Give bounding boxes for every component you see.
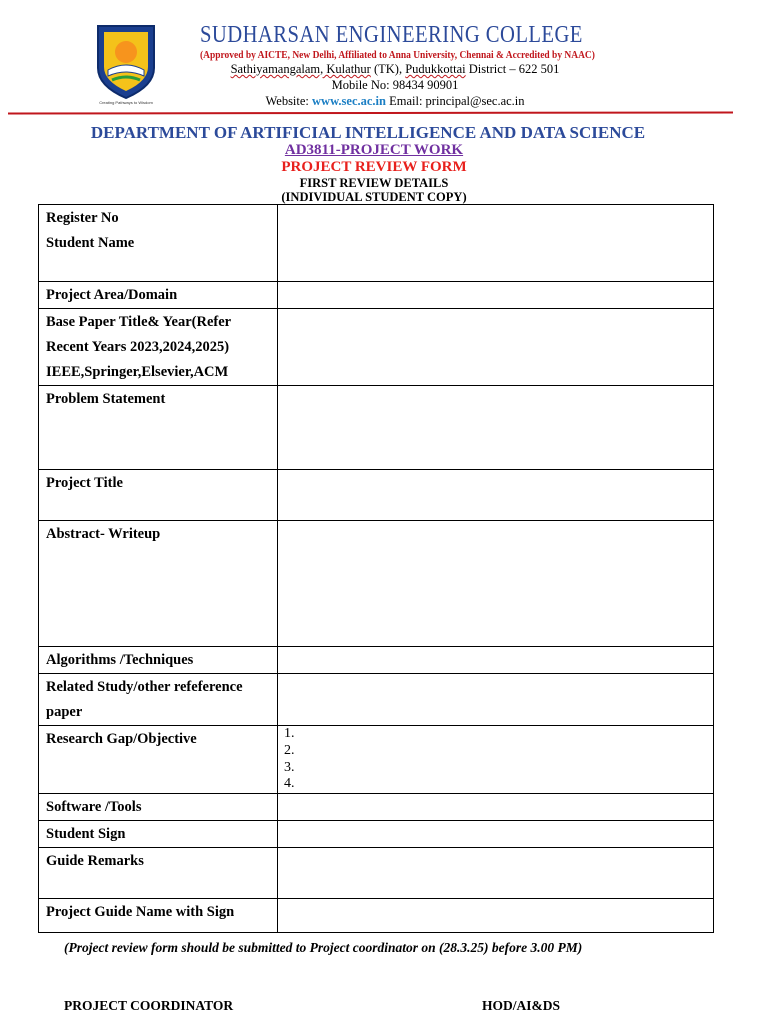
- college-address: Sathiyamangalam, Kulathur (TK), Pudukkottai District – 622 501: [230, 62, 560, 76]
- svg-text:Creating Pathways to Wisdom: Creating Pathways to Wisdom: [99, 100, 153, 105]
- table-row: [39, 205, 714, 282]
- project-title-field[interactable]: [278, 470, 714, 521]
- problem-statement-label: Problem Statement: [39, 386, 278, 470]
- software-field[interactable]: [278, 794, 714, 821]
- algorithms-label: Algorithms /Techniques: [39, 647, 278, 674]
- table-row: [39, 794, 714, 821]
- related-study-label: Related Study/other refeference paper: [39, 674, 278, 726]
- project-title-label: Project Title: [39, 470, 278, 521]
- review-form-table: [38, 204, 714, 933]
- related-study-field[interactable]: [278, 674, 714, 726]
- table-row: [39, 848, 714, 899]
- research-gap-label: Research Gap/Objective: [39, 726, 278, 794]
- course-code: AD3811-PROJECT WORK: [284, 142, 464, 158]
- list-item: 1.: [284, 726, 295, 741]
- college-emblem-icon: [92, 20, 160, 106]
- student-id-field[interactable]: [278, 205, 714, 282]
- table-row: [39, 899, 714, 933]
- research-gap-field[interactable]: [278, 726, 714, 794]
- table-row: [39, 674, 714, 726]
- student-sign-label: Student Sign: [39, 821, 278, 848]
- table-row: [39, 309, 714, 386]
- abstract-label: Abstract- Writeup: [39, 521, 278, 647]
- table-row: [39, 470, 714, 521]
- student-id-label: Register No Student Name: [39, 205, 278, 282]
- base-paper-field[interactable]: [278, 309, 714, 386]
- table-row: [39, 282, 714, 309]
- abstract-field[interactable]: [278, 521, 714, 647]
- college-name: SUDHARSAN ENGINEERING COLLEGE: [200, 22, 583, 48]
- college-approval: (Approved by AICTE, New Delhi, Affiliated to Anna University, Chennai & Accredited by NAAC): [200, 49, 595, 61]
- coordinator-signature-label: PROJECT COORDINATOR: [64, 998, 234, 1013]
- submission-note: (Project review form should be submitted to Project coordinator on (28.3.25) before 3.00 PM): [64, 940, 583, 955]
- project-area-label: Project Area/Domain: [39, 282, 278, 309]
- header-divider: [8, 111, 733, 114]
- college-mobile: Mobile No: 98434 90901: [331, 78, 459, 92]
- department-title: DEPARTMENT OF ARTIFICIAL INTELLIGENCE AND DATA SCIENCE: [90, 123, 646, 142]
- guide-remarks-field[interactable]: [278, 848, 714, 899]
- form-title: PROJECT REVIEW FORM: [281, 159, 467, 175]
- table-row: [39, 647, 714, 674]
- table-row: [39, 726, 714, 794]
- college-contact: Website: www.sec.ac.in Email: principal@sec.ac.in: [265, 94, 525, 108]
- hod-signature-label: HOD/AI&DS: [482, 998, 561, 1013]
- problem-statement-field[interactable]: [278, 386, 714, 470]
- project-area-field[interactable]: [278, 282, 714, 309]
- student-sign-field[interactable]: [278, 821, 714, 848]
- table-row: [39, 521, 714, 647]
- software-label: Software /Tools: [39, 794, 278, 821]
- algorithms-field[interactable]: [278, 647, 714, 674]
- review-title: FIRST REVIEW DETAILS: [299, 176, 449, 190]
- list-item: 4.: [284, 776, 295, 792]
- list-item: 3.: [284, 759, 295, 775]
- base-paper-label: Base Paper Title& Year(Refer Recent Years 2023,2024,2025) IEEE,Springer,Elsevier,ACM: [39, 309, 278, 386]
- website-link[interactable]: www.sec.ac.in: [312, 94, 386, 108]
- guide-name-field[interactable]: [278, 899, 714, 933]
- list-item: 2.: [284, 742, 295, 758]
- guide-remarks-label: Guide Remarks: [39, 848, 278, 899]
- table-row: [39, 386, 714, 470]
- copy-type: (INDIVIDUAL STUDENT COPY): [281, 190, 467, 204]
- table-row: [39, 821, 714, 848]
- guide-name-label: Project Guide Name with Sign: [39, 899, 278, 933]
